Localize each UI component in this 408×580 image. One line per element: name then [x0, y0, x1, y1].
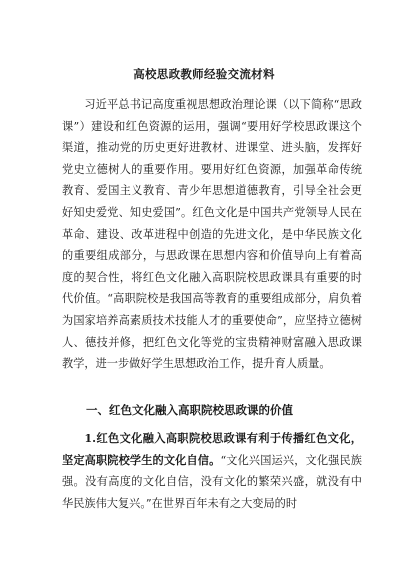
- subsection-paragraph: [62, 428, 362, 514]
- subsection-heading: 1.红色文化融入高职院校思政课有利于传播红色文化，坚定高职院校学生的文化自信。: [62, 431, 362, 467]
- document-title: 高校思政教师经验交流材料: [133, 67, 275, 81]
- subsection-body: “文化兴国运兴，文化强民族强。没有高度的文化自信，没有文化的繁荣兴盛，就没有中华民族伟大复兴。”在世界百年未有之大变局的时: [62, 453, 362, 510]
- intro-paragraph: 习近平总书记高度重视思想政治理论课（以下简称“思政课”）建设和红色资源的运用，强调“要用好学校思政课这个渠道，推动党的历史更好进教材、进课堂、进头脑，发挥好党史立德树人的重要作用。要用好红色资源，加强革命传统教育、爱国主义教育、青少年思想道德教育，引导全社会更好知史爱党、知史爱国”。红色文化是中国共产党领导人民在革命、建设、改革进程中创造的先进文化，是中华民族文化的重要组成部分，与思政课在思想内容和价值导向上有着高度的契合性，将红色文化融入高职院校思政课具有重要的时代价值。“高职院校是我国高等教育的重要组成部分，肩负着为国家培养高素质技术技能人才的重要使命”，应坚持立德树人、德技并修，把红色文化等党的宝贵精神财富融入思政课教学，进一步做好学生思想政治工作，提升育人质量。: [62, 98, 362, 371]
- section-heading: 一、红色文化融入高职院校思政课的价值: [86, 403, 293, 417]
